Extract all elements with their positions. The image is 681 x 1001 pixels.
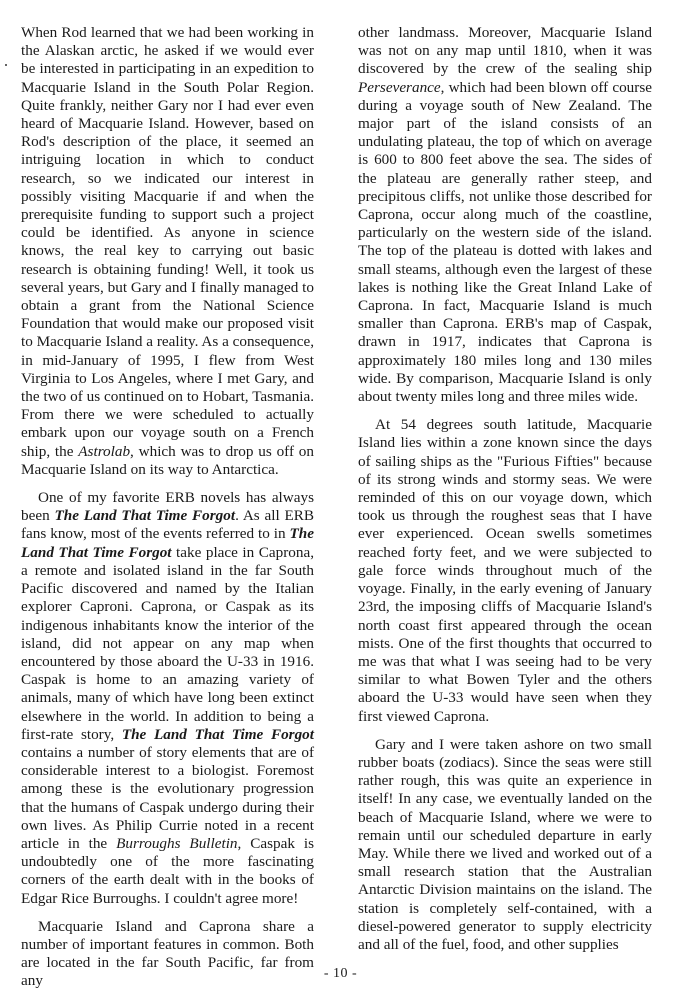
book-title: The Land That Time Forgot (121, 725, 314, 743)
paragraph-text: , which was to drop us off on Macquarie Island on its way to Antarctica. (21, 442, 314, 478)
paragraph-text: contains a number of story elements that are of considerable interest to a biologist. Foremost among these is the evolutionary progression that the humans of Caspak undergo during their own lives. As Philip Currie noted in a recent article in the (21, 743, 314, 852)
book-title: The Land That Time Forgot (54, 507, 236, 525)
paragraph-text: Macquarie Island and Caprona share a number of important features in common. Both are located in the far South Pacific, far from any (21, 917, 314, 990)
paragraph-furious-fifties (358, 416, 652, 725)
paragraph-text: Gary and I were taken ashore on two small rubber boats (zodiacs). Since the seas were still rather rough, this was quite an experience in itself! In any case, we eventually landed on the beach of Macquarie Island, where we were to remain until our scheduled departure in early May. While there we lived and worked out of a small research station that the Australian Antarctic Division maintains on the island. The station is completely self-contained, with a diesel-powered generator to supply electricity and all of the fuel, food, and other supplies (358, 735, 652, 953)
paragraph-going-ashore (358, 736, 652, 954)
book-title: The Land That Time Forgot (21, 525, 314, 561)
paragraph-text: , which had been blown off course during a voyage south of New Zealand. The major part of the island consists of an undulating plateau, the top of which on average is 600 to 800 feet above the sea. The sides of the plateau are generally rather steep, and precipitous cliffs, not unlike those described for Caprona, occur along much of the coastline, particularly on the western side of the island. The top of the plateau is dotted with lakes and small steams, although even the largest of these lakes is nothing like the Great Inland Lake of Caprona. In fact, Macquarie Island is much smaller than Caprona. ERB's map of Caspak, drawn in 1917, indicates that Caprona is approximately 180 miles long and 130 miles wide. By comparison, Macquarie Island is only about twenty miles long and three miles wide. (358, 78, 652, 406)
ship-name-astrolab: Astrolab (78, 442, 131, 460)
left-column (21, 24, 314, 1001)
paragraph-text: At 54 degrees south latitude, Macquarie Island lies within a zone known since the days of sailing ships as the "Furious Fifties" because of its strong winds and stormy seas. We were reminded of this on our voyage down, which took us through the roughest seas that I have ever experienced. Ocean swells sometimes reached forty feet, and we were subjected to gale force winds throughout much of the voyage. Finally, in the early evening of January 23rd, the imposing cliffs of Macquarie Island's north coast first appeared through the ocean mists. One of the first thoughts that occurred to me was that what I was seeing had to be very similar to what Bowen Tyler and the others aboard the U-33 would have seen when they first viewed Caprona. (358, 416, 652, 725)
paragraph-rod-invitation (21, 24, 314, 479)
publication-title: Burroughs Bulletin (116, 834, 238, 852)
paragraph-text: , Caspak is undoubtedly one of the more fascinating corners of the earth dealt with in the books of Edgar Rice Burroughs. I couldn't agree more! (21, 834, 315, 907)
paragraph-island-geography (358, 24, 652, 406)
margin-speck (5, 64, 7, 66)
paragraph-text: When Rod learned that we had been working in the Alaskan arctic, he asked if we would ever be interested in participating in an expedition to Macquarie Island in the South Polar Region. Quite frankly, neither Gary nor I had ever even heard of Macquarie Island. However, based on Rod's description of the place, it seemed an intriguing location in which to conduct research, so we indicated our interest in possibly visiting Macquarie if and when the prerequisite funding to support such a project could be identified. As anyone in science knows, the real key to carrying out basic research is obtaining funding! Well, it took us several years, but Gary and I finally managed to obtain a grant from the National Science Foundation that would make our proposed visit to Macquarie Island a reality. As a consequence, in mid-January of 1995, I flew from West Virginia to Los Angeles, where I met Gary, and the two of us continued on to Hobart, Tasmania. From there we were scheduled to actually embark upon our voyage south on a French ship, the (21, 24, 314, 460)
ship-name-perseverance: Perseverance (358, 78, 441, 96)
page-number: - 10 - (323, 966, 358, 981)
paragraph-text: . As all ERB fans know, most of the events referred to in (21, 507, 314, 543)
paragraph-land-that-time-forgot (21, 489, 314, 908)
paragraph-text: other landmass. Moreover, Macquarie Island was not on any map until 1810, when it was discovered by the crew of the sealing ship (358, 24, 652, 78)
paragraph-text: One of my favorite ERB novels has always been (21, 489, 314, 525)
right-column (358, 24, 652, 964)
paragraph-text: take place in Caprona, a remote and isolated island in the far South Pacific discovered and named by the Italian explorer Caproni. Caprona, or Caspak as its indigenous inhabitants know the interior of the island, did not appear on any map when encountered by those aboard the U-33 in 1916. Caspak is home to an amazing variety of animals, many of which have long been extinct elsewhere in the world. In addition to being a first-rate story, (21, 543, 314, 743)
